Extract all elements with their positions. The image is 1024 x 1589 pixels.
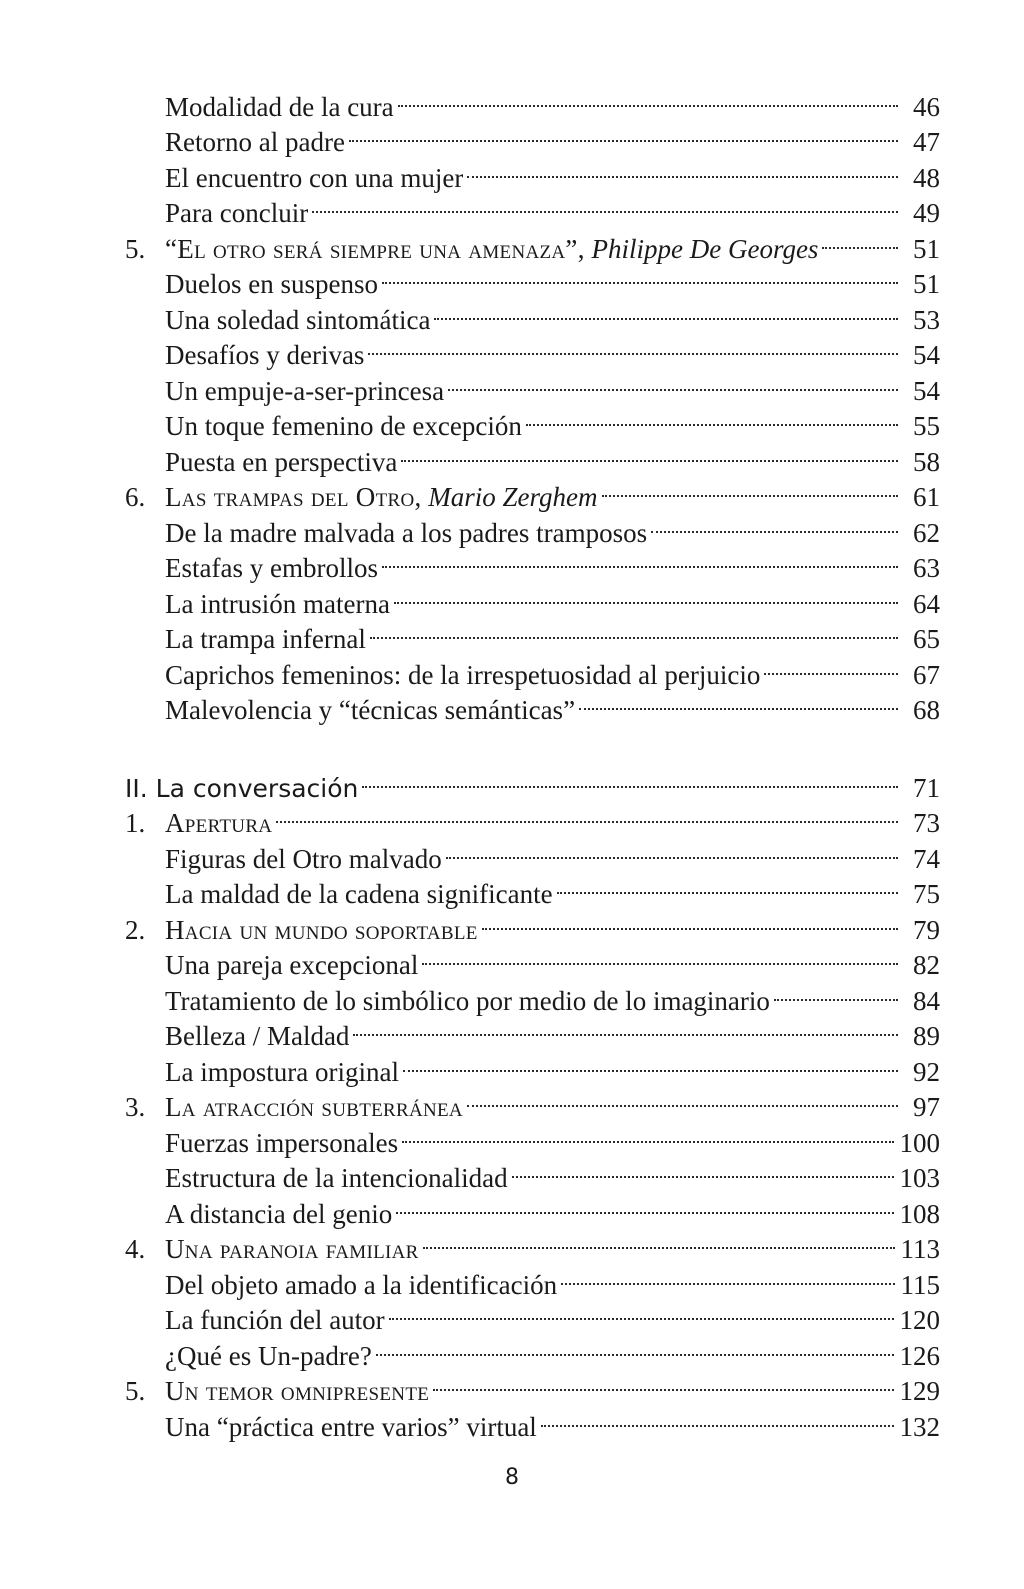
dot-leader: [467, 1081, 898, 1117]
toc-entry-title: Una pareja excepcional: [165, 950, 419, 980]
chapter-title: La atracción subterránea: [165, 1092, 463, 1122]
dot-leader: [376, 1329, 894, 1365]
toc-entry-title: La función del autor: [165, 1305, 385, 1335]
toc-entry-page: 54: [913, 340, 940, 370]
toc-entry-page: 67: [913, 659, 940, 690]
chapter-number: 3.: [125, 1092, 146, 1122]
chapter-page: 79: [913, 914, 940, 945]
dot-leader: [368, 329, 898, 365]
toc-entry-page: 103: [899, 1163, 940, 1193]
toc-entry-page: 100: [899, 1127, 940, 1158]
toc-entry-title: Una “práctica entre varios” virtual: [165, 1411, 537, 1442]
toc-entry-title: Puesta en perspectiva: [165, 446, 398, 477]
toc-entry-page: 64: [913, 588, 940, 619]
toc-entry-page: 92: [913, 1056, 940, 1087]
chapter-page: 113: [900, 1234, 940, 1264]
dot-leader: [764, 648, 898, 684]
toc-entry-title: Modalidad de la cura: [165, 91, 394, 122]
chapter-title-text: Las trampas del Otro,: [165, 482, 422, 512]
toc-entry-title: Desafíos y derivas: [165, 340, 365, 370]
dot-leader: [389, 1294, 894, 1330]
toc-entry-page: 108: [899, 1198, 940, 1229]
chapter-author: Mario Zerghem: [428, 482, 598, 512]
chapter-page: 129: [899, 1376, 940, 1406]
toc-entry-page: 68: [913, 695, 940, 725]
dot-leader: [396, 1187, 893, 1223]
toc-entry-page: 58: [913, 446, 940, 477]
dot-leader: [276, 797, 898, 833]
toc-entry-page: 82: [913, 950, 940, 980]
toc-entry-page: 49: [913, 198, 940, 228]
toc-entry-title: Estafas y embrollos: [165, 553, 378, 583]
toc-entry-page: 51: [913, 269, 940, 299]
chapter-title-text: “El otro será siempre una amenaza”,: [165, 233, 585, 264]
dot-leader: [557, 868, 898, 904]
toc-entry-title: Malevolencia y “técnicas semánticas”: [165, 695, 576, 725]
chapter-number: 1.: [125, 808, 146, 838]
part-page: 71: [913, 772, 940, 803]
part-number: II.: [125, 773, 148, 803]
dot-leader: [433, 1365, 893, 1401]
dot-leader: [526, 400, 898, 436]
dot-leader: [349, 116, 898, 152]
toc-entry-page: 53: [913, 304, 940, 335]
dot-leader: [423, 1223, 895, 1259]
dot-leader: [512, 1152, 894, 1188]
dot-leader: [398, 80, 898, 116]
dot-leader: [382, 542, 898, 578]
toc-entry-title: La maldad de la cadena significante: [165, 879, 553, 909]
toc-entry-title: Un toque femenino de excepción: [165, 411, 522, 441]
toc-entry-title: La intrusión materna: [165, 588, 390, 619]
dot-leader: [362, 761, 898, 797]
dot-leader: [353, 1010, 898, 1046]
dot-leader: [602, 471, 898, 507]
chapter-author: Philippe De Georges: [591, 233, 819, 264]
toc-entry-page: 46: [913, 91, 940, 122]
toc-part: [125, 761, 940, 803]
chapter-title: [165, 480, 598, 516]
dot-leader: [651, 506, 898, 542]
chapter-page: 97: [913, 1092, 940, 1122]
dot-leader: [774, 974, 898, 1010]
toc-entry-title: Una soledad sintomática: [165, 304, 431, 335]
table-of-contents: [125, 80, 940, 1442]
chapter-page: 51: [913, 233, 940, 264]
toc-entry-page: 62: [913, 517, 940, 548]
chapter-number: 2.: [125, 914, 146, 945]
toc-entry-title: Belleza / Maldad: [165, 1021, 350, 1051]
dot-leader: [561, 1258, 894, 1294]
dot-leader: [467, 151, 898, 187]
toc-entry-page: 126: [899, 1340, 940, 1371]
dot-leader: [312, 187, 898, 223]
toc-entry-page: 55: [913, 411, 940, 441]
toc-entry-title: La impostura original: [165, 1056, 399, 1087]
dot-leader: [541, 1400, 894, 1436]
toc-entry-title: Retorno al padre: [165, 127, 345, 157]
page-number: 8: [505, 1465, 519, 1490]
chapter-page: 73: [913, 808, 940, 838]
chapter-page: 61: [913, 482, 940, 512]
dot-leader: [403, 1045, 898, 1081]
toc-entry-title: Del objeto amado a la identificación: [165, 1269, 558, 1300]
toc-entry-page: 89: [913, 1021, 940, 1051]
toc-entry-title: A distancia del genio: [165, 1198, 393, 1229]
toc-entry-page: 132: [899, 1411, 940, 1442]
dot-leader: [482, 903, 898, 939]
toc-entry-title: De la madre malvada a los padres tramposos: [165, 517, 648, 548]
chapter-number: 4.: [125, 1234, 146, 1264]
toc-entry-title: El encuentro con una mujer: [165, 162, 464, 193]
toc-entry-title: Fuerzas impersonales: [165, 1127, 399, 1158]
toc-entry-page: 54: [913, 375, 940, 406]
chapter-number: 5.: [125, 1376, 146, 1406]
part-title-text: La conversación: [155, 773, 359, 803]
toc-entry-page: 47: [913, 127, 940, 157]
toc-entry: [125, 80, 940, 122]
dot-leader: [382, 258, 898, 294]
dot-leader: [402, 1116, 893, 1152]
toc-entry-title: Un empuje-a-ser-princesa: [165, 375, 445, 406]
toc-entry-title: ¿Qué es Un-padre?: [165, 1340, 372, 1371]
chapter-title: Apertura: [165, 808, 273, 838]
dot-leader: [822, 222, 898, 258]
toc-entry-page: 84: [913, 985, 940, 1016]
dot-leader: [579, 684, 898, 720]
chapter-title: Hacia un mundo soportable: [165, 914, 478, 945]
dot-leader: [434, 293, 898, 329]
dot-leader: [401, 435, 898, 471]
toc-entry-page: 65: [913, 624, 940, 654]
toc-entry-title: Tratamiento de lo simbólico por medio de lo imaginario: [165, 985, 770, 1016]
toc-entry-title: Para concluir: [165, 198, 309, 228]
toc-entry-title: La trampa infernal: [165, 624, 366, 654]
dot-leader: [448, 364, 898, 400]
chapter-number: 6.: [125, 482, 146, 512]
dot-leader: [422, 939, 898, 975]
toc-entry-title: Duelos en suspenso: [165, 269, 378, 299]
toc-entry-title: Estructura de la intencionalidad: [165, 1163, 508, 1193]
toc-entry-page: 74: [913, 843, 940, 874]
toc-entry-page: 120: [899, 1305, 940, 1335]
chapter-title: Una paranoia familiar: [165, 1234, 419, 1264]
toc-entry-page: 63: [913, 553, 940, 583]
dot-leader: [446, 832, 898, 868]
toc-entry-page: 115: [900, 1269, 940, 1300]
toc-entry-page: 48: [913, 162, 940, 193]
toc-entry-title: Caprichos femeninos: de la irrespetuosidad al perjuicio: [165, 659, 761, 690]
toc-entry-page: 75: [913, 879, 940, 909]
dot-leader: [370, 613, 898, 649]
toc-entry-title: Figuras del Otro malvado: [165, 843, 442, 874]
dot-leader: [394, 577, 898, 613]
chapter-title: Un temor omnipresente: [165, 1376, 430, 1406]
chapter-number: 5.: [125, 233, 146, 264]
